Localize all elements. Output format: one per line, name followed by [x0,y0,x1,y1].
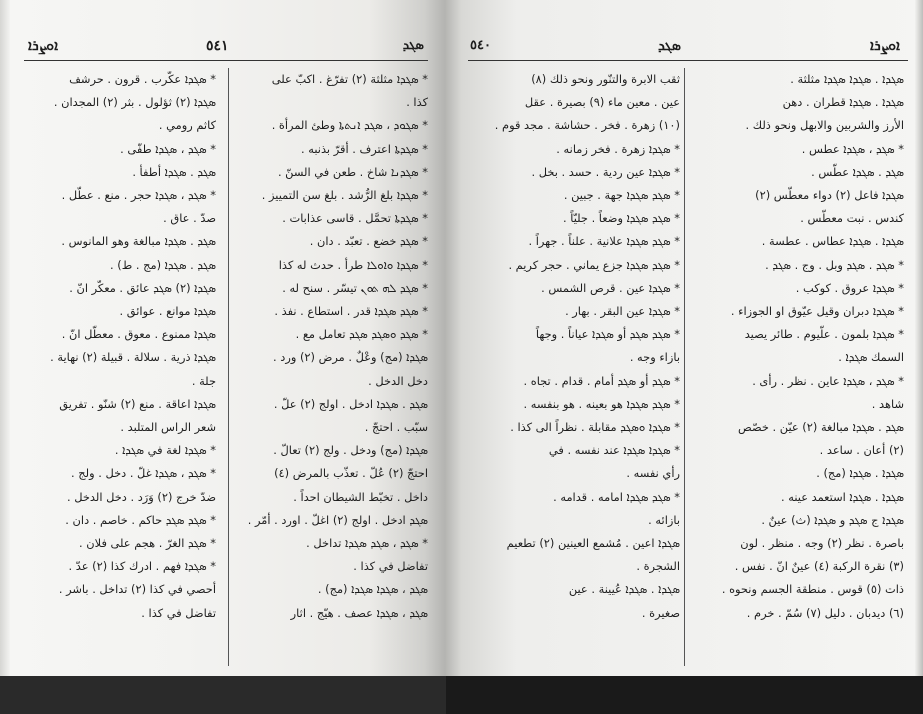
dictionary-line: ܣܓܕܐ . ܣܓܕܐ قطران . دهن [782,95,904,110]
dictionary-line: صدّ . عاق . [163,211,216,226]
right-page [468,36,908,666]
dictionary-line: شاهد . [871,396,904,411]
right-header-left-word: ٥٤٠ [470,38,491,53]
dictionary-line: سبّب . احتجّ . [364,420,428,435]
dictionary-line: ܣܓܕܐ موانع . عوائق . [119,304,216,319]
dictionary-line: ܣܓܕܐ ج ܣܓܕ و ܣܓܕܐ (ث) عينٌ . [761,512,904,527]
dictionary-line: ܣܓܕ . ܣܓܕܐ مبالغة وهو المانوس . [61,234,216,249]
dictionary-line: * ܣܓܕܐ عين البقر . بهار . [565,304,680,319]
dictionary-line: احتجّ (٢) عُلّ . تعذّب بالمرض (٤) [274,466,428,481]
dictionary-line: * ܣܓܕ ܣܓܕܐ امامه . قدامه . [553,489,680,504]
dictionary-line: ܣܓܕܐ . ܣܓܕܐ ܣܓܕܐ مثلثة . [790,72,904,86]
dictionary-line: * ܣܓܕ ، ܣܓܕܐ حجر . منع . عطّل . [61,188,216,203]
left-page-column-rule [228,68,229,666]
dictionary-line: * ܣܓܕ ، ܣܓܕܐ عطس . [801,141,904,156]
dictionary-line: * ܣܓܕ ، ܣܓܕܐ عاين . نظر . رأى . [752,373,904,388]
dictionary-line: * ܣܓܕ ، ܣܓܕ ܣܓܕܐ تداخل . [306,536,428,551]
dictionary-line: * ܣܓܕ ، ܣܓܕܐ غلّ . دخل . ولج . [71,466,216,481]
dictionary-line: * ܣܓܕܐ لغة في ܣܓܕܐ . [114,443,216,458]
left-page-left-column [24,68,216,666]
dictionary-line: * ܣܓܕ ܣܓܕܐ جهة . جبين . [563,188,680,203]
dictionary-line: * ܣܓܕܐ ܘܣܓܕ مقابلة . نظراً الى كذا . [510,420,680,435]
dictionary-line: * ܣܓܕ الغرّ . هجم على فلان . [79,536,216,551]
dictionary-line: ܣܓܕ ، ܣܓܕܐ ܣܓܕܐ (مج) . [317,582,428,597]
dictionary-line: * ܣܓܕ خضع . تعبّد . دان . [309,234,428,249]
dictionary-line: دخل الدخل . [368,373,428,388]
dictionary-line: كندس . نبت معطّس . [800,211,904,226]
dictionary-line: ܣܓܕܐ اعين . مُشمع العينين (٢) تطعيم [506,536,680,551]
dictionary-line: (٣) نقرة الركبة (٤) عينٌ انّ . نفس . [734,559,904,574]
dictionary-line: * ܣܓܕ ܣܓܕܐ وضعاً . جليّاً . [562,211,680,226]
dictionary-line: ذات (٥) قوس . منطقة الجسم ونحوه . [721,582,904,597]
dictionary-line: * ܣܓܕ ، ܣܓܕܐ طفّى . [120,141,216,156]
dictionary-line: الشجرة . [636,559,680,574]
dictionary-line: ܣܓܕ ادخل . اولج (٢) اغلّ . اورد . أمّر . [247,512,428,527]
dictionary-line: * ܣܓܕܐ مثلثة (٢) تفرّغ . اكبّ على [271,72,428,86]
left-page-edge [0,0,10,676]
right-page-edge [915,0,923,676]
dictionary-line: * ܣܓܕ ܠܗ ܬܘܢ تيسّر . سنح له . [282,280,428,295]
dictionary-line: صغيرة . [641,605,680,620]
dictionary-line: أحصي في كذا (٢) تداخل . باشر . [58,582,216,597]
dictionary-line: (٢) أعان . ساعد . [819,443,904,458]
dictionary-line: ܣܓܕ . ܣܓܕܐ عطّس . [811,164,904,179]
dictionary-line: شعر الراس المتلبد . [120,420,216,435]
left-page [24,36,428,666]
right-page-header [468,36,908,61]
dictionary-line: بازاء وجه . [629,350,680,365]
dictionary-line: جلة . [191,373,216,388]
dictionary-line: ܣܓܕܐ . ܣܓܕܐ عطاس . عطسة . [761,234,904,249]
dictionary-line: ܣܓܕܐ (مج) وعْلٌ . مرض (٢) ورد . [273,350,428,365]
dictionary-line: * ܣܓܕܢܐ شاخ . طعن في السنّ . [277,164,428,179]
right-page-right-column [694,68,904,666]
dictionary-line: ܣܓܕܐ (٢) ثؤلول . بثر (٢) المجدان . [53,95,216,110]
dictionary-line: * ܣܓܘܕ ، ܣܓܕ ܐܢܬܬܐ وطئ المرأة . [271,118,428,133]
dictionary-line: الأرز والشربين والابهل ونحو ذلك . [745,118,904,133]
dictionary-line: ضدّ خرج (٢) وَرَد . دخل الدخل . [66,489,216,504]
dictionary-line: ܣܓܕܐ (مج) ودخل . ولج (٢) تعالّ . [273,443,428,458]
dictionary-line: ثقب الابرة والتنّور ونحو ذلك (٨) [531,72,680,86]
dictionary-line: * ܣܓܕܬܐ تحمَّل . قاسى عذابات . [282,211,428,226]
dictionary-line: ܣܓܕ ، ܣܓܕܐ عصف . هيّج . اثار [290,605,428,620]
right-page-column-rule [684,68,685,666]
left-page-right-column [236,68,428,666]
dictionary-line: (٦) ديدبان . دليل (٧) سُمّ . خرم . [746,605,904,620]
dictionary-line: * ܣܓܕ ܣܓܕ أو ܣܓܕܐ عياناً . وجهاً [535,327,680,342]
left-page-columns [24,68,428,666]
dictionary-line: * ܣܓܕ ܣܓܕܐ علانية . علناً . جهراً . [528,234,680,249]
dictionary-line: * ܣܓܕܐ ܘܐܘܠܐ طرأ . حدث له كذا [278,257,428,272]
dictionary-line: ܣܓܕܐ . ܣܓܕܐ (مج) . [816,466,904,481]
dictionary-line: * ܣܓܕܐ زهرة . فخر زمانه . [556,141,680,156]
dictionary-line: * ܣܓܕܐ بلغ الرُّشد . بلغ سن التمييز . [261,188,428,203]
dictionary-line: * ܣܓܕܐ عكّرب . قرون . حرشف [69,72,216,86]
dictionary-line: * ܣܓܕܐ عروق . كوكب . [795,280,904,295]
dictionary-line: كذا . [406,95,428,110]
left-header-center-word: ٥٤١ [206,38,229,54]
dictionary-line: تفاضل في كذا . [141,605,216,620]
dictionary-line: ܣܓܕܐ ذرية . سلالة . قبيلة (٢) نهاية . [50,350,216,365]
dictionary-line: السمك ܣܓܕܐ . [838,350,904,365]
dictionary-line: كاثم رومي . [158,118,216,133]
dictionary-line: * ܣܓܕܐ ܣܓܕܐ عند نفسه . في [548,443,680,458]
dictionary-line: بازائه . [648,512,680,527]
dictionary-line: ܣܓܕܐ ممنوع . معوق . معطّل انّ . [61,327,216,342]
dictionary-line: باصرة . نظر (٢) وجه . منظر . لون [740,536,904,551]
dictionary-line: ܣܓܕܐ اعاقة . منع (٢) شنّو . تفريق [59,396,216,411]
dictionary-line: * ܣܓܕ أو ܣܓܕ أمام . قدام . تجاه . [523,373,680,388]
dictionary-line: * ܣܓܕ . ܣܓܕ وبل . وج . ܣܓܕ . [765,257,904,272]
dictionary-line: ܣܓܕ . ܣܓܕܐ ادخل . اولج (٢) علّ . [273,396,428,411]
left-page-header [24,36,428,61]
dictionary-line: رأي نفسه . [626,466,680,481]
dictionary-line: (١٠) زهرة . فخر . حشاشة . مجد قوم . [494,118,680,133]
dictionary-line: داخل . تخبّط الشيطان احداً . [293,489,428,504]
dictionary-line: * ܣܓܕ ܘܣܓܕ ܣܓܕ تعامل مع . [295,327,428,342]
dictionary-line: * ܣܓܕ ܣܓܕܐ قدر . استطاع . نفذ . [274,304,428,319]
dictionary-line: ܣܓܕܐ فاعل (٢) دواء معطّس (٢) [755,188,904,203]
dictionary-line: ܣܓܕܐ (٢) ܣܓܕ عائق . معكّر انّ . [69,280,216,295]
dictionary-line: ܣܓܕܐ . ܣܓܕܐ استعمد عينه . [780,489,904,504]
dictionary-line: * ܣܓܕܐ بلمون . علّيوم . طائر يصيد [744,327,904,342]
left-header-right-word: ܣܓܕ [402,38,424,53]
left-header-left-word: ܐܘܨܪܐ [28,38,59,54]
right-header-center-word: ܣܓܕ [658,38,681,54]
dictionary-line: ܣܓܕܐ . ܣܓܕܐ عُيينة . عين [568,582,680,597]
dictionary-line: ܣܓܕ . ܣܓܕܐ مبالغة (٢) عيّن . خصّص [738,420,904,435]
dictionary-line: * ܣܓܕ ܣܓܕܐ جزع يماني . حجر كريم . [508,257,680,272]
dictionary-line: * ܣܓܕ ܣܓܕ حاكم . خاصم . دان . [65,512,216,527]
dictionary-line: * ܣܓܕܐ فهم . ادرك كذا (٢) عدّ . [68,559,216,574]
dictionary-line: ܣܓܕ . ܣܓܕܐ أطفأ . [132,164,216,179]
right-header-right-word: ܐܘܨܪܐ [869,38,900,54]
dictionary-line: * ܣܓܕܐ عين . قرص الشمس . [541,280,680,295]
right-page-left-column [468,68,680,666]
dictionary-line: * ܣܓܕܐ دبران وقيل عيّوق او الجوزاء . [730,304,904,319]
dictionary-line: عين . معين ماء (٩) بصيرة . عقل [524,95,680,110]
dictionary-line: تفاضل في كذا . [353,559,428,574]
scan-bottom-shadow-right [446,676,923,714]
dictionary-line: * ܣܓܕ ܣܓܕܐ هو بعينه . هو بنفسه . [523,396,680,411]
dictionary-line: * ܣܓܕܐ عين ردية . حسد . بخل . [531,164,680,179]
dictionary-line: ܣܓܕ . ܣܓܕܐ (مج . ط) . [110,257,216,272]
right-page-columns [468,68,908,666]
dictionary-line: * ܣܓܕܬܐ اعترف . أقرّ بذنبه . [300,141,428,156]
